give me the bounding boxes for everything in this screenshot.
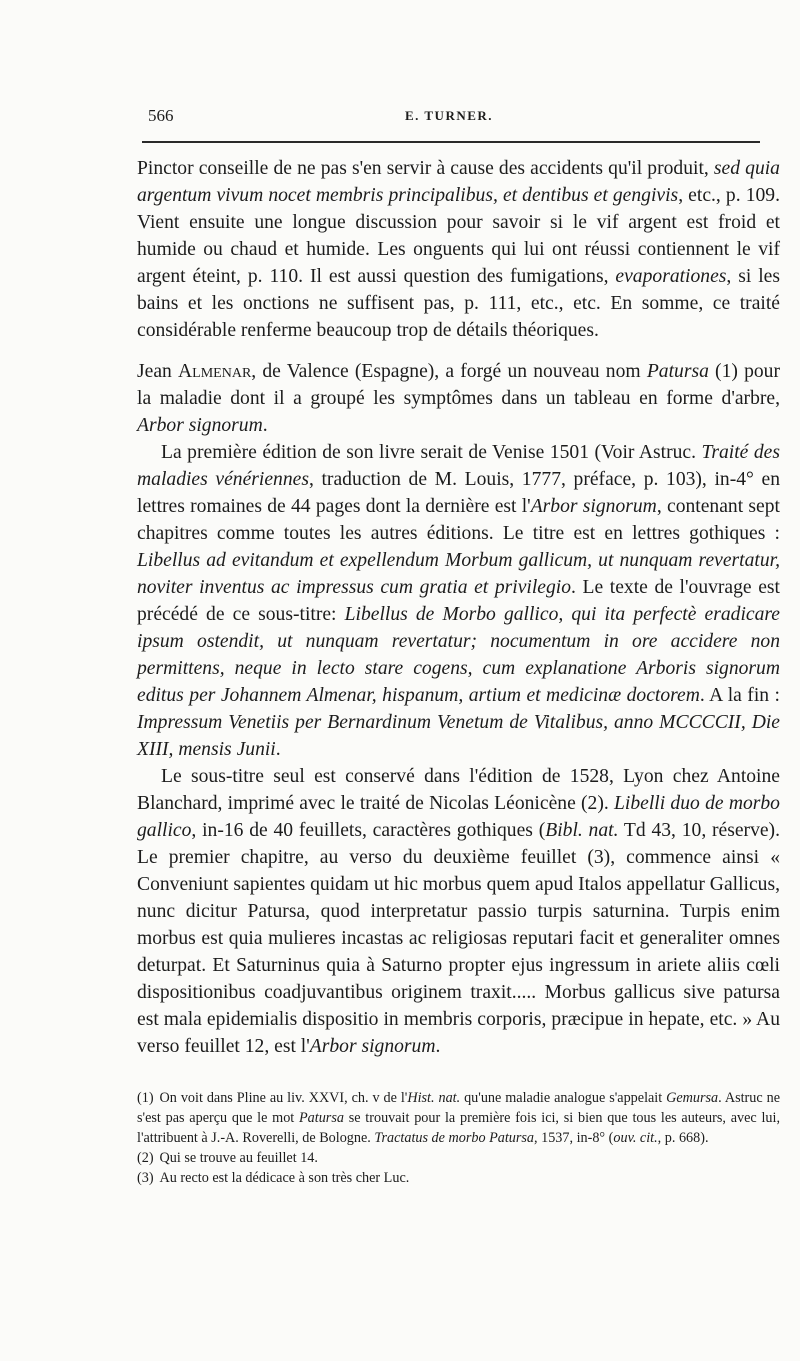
- library-abbrev: Bibl. nat.: [545, 820, 619, 841]
- text-run: qu'une maladie analogue s'appelait: [460, 1090, 667, 1106]
- page-number: 566: [148, 106, 174, 125]
- text-run: Au recto est la dédicace à son très cher Luc.: [159, 1170, 410, 1186]
- footnote-marker: (3): [137, 1170, 154, 1186]
- term-gemursa: Gemursa: [666, 1090, 719, 1106]
- text-run: , p. 668).: [657, 1130, 709, 1146]
- latin-term: evaporationes: [615, 266, 727, 287]
- citation-abbrev: ouv. cit.: [613, 1130, 658, 1146]
- book-title: Libelli duo de morbo gallico: [137, 793, 780, 841]
- text-run: . Astruc ne s'est pas aperçu que le mot: [137, 1090, 780, 1126]
- text-run: , si les bains et les onctions ne suffisent pas, p. 111, etc., etc. En somme, ce traité considérable renferme beaucoup trop de détails théoriques.: [137, 266, 780, 341]
- book-title: Libellus ad evitandum et expellendum Morbum gallicum, ut nunquam revertatur, noviter inventus ac impressus cum gratia et privilegio: [137, 550, 780, 598]
- text-run: Jean: [137, 361, 179, 382]
- text-run: , contenant sept chapitres comme toutes les autres éditions. Le titre est en lettres gothiques :: [137, 496, 780, 544]
- book-title: Tractatus de morbo Patursa: [374, 1130, 535, 1146]
- subtitle-quote: Libellus de Morbo gallico, qui ita perfectè eradicare ipsum ostendit, ut nunquam revertatur; nocumentum in ore accidere non permittens, neque in lecto stare cogens, cum explanatione Arboris signorum editus per Johannem Almenar, hispanum, artium et medicinæ doctorem: [137, 604, 780, 706]
- footnote-1: [137, 1088, 780, 1148]
- paragraph-first-edition: [137, 439, 780, 763]
- text-run: On voit dans Pline au liv. XXVI, ch. v de l': [159, 1090, 408, 1106]
- term-patursa: Patursa: [299, 1110, 344, 1126]
- term-arbor: Arbor signorum: [309, 1036, 436, 1057]
- page-header: [148, 106, 750, 136]
- footnote-2: [137, 1148, 780, 1168]
- main-text: [137, 155, 780, 1060]
- text-run: , de Valence (Espagne), a forgé un nouveau nom: [251, 361, 647, 382]
- text-run: Le sous-titre seul est conservé dans l'édition de 1528, Lyon chez Antoine Blanchard, imprimé avec le traité de Nicolas Léonicène (2).: [137, 766, 780, 814]
- author-name: Almenar: [178, 361, 252, 382]
- text-run: Qui se trouve au feuillet 14.: [159, 1150, 318, 1166]
- paragraph-pinctor: [137, 155, 780, 344]
- header-rule: [142, 141, 760, 143]
- text-run: . Le texte de l'ouvrage est précédé de ce sous-titre:: [137, 577, 780, 625]
- book-title: Traité des maladies vénériennes: [137, 442, 780, 490]
- text-run: .: [275, 739, 281, 760]
- footnote-3: [137, 1168, 780, 1188]
- text-run: , 1537, in-8° (: [534, 1130, 614, 1146]
- text-run: Pinctor conseille de ne pas s'en servir à cause des accidents qu'il produit,: [137, 158, 714, 179]
- text-run: , in-16 de 40 feuillets, caractères gothiques (: [191, 820, 546, 841]
- footnote-marker: (2): [137, 1150, 154, 1166]
- paragraph-1528-edition: [137, 763, 780, 1060]
- text-run: , traduction de M. Louis, 1777, préface, p. 103), in-4° en lettres romaines de 44 pages dont la dernière est l': [137, 469, 780, 517]
- text-run: Td 43, 10, réserve). Le premier chapitre, au verso du deuxième feuillet (3), commence ainsi « Conveniunt sapientes quidam ut hic morbus quem apud Italos appellatur Gallicus, nunc dicitur Patursa, quod interpretatur passio turpis saturnina. Turpis enim morbus est quia mulieres incastas ac religiosas reputari facit et generaliter omnes deturpat. Et Saturninus quia à Saturno propter ejus ingressum in ariete aliis cœli dispositionibus coadjuvantibus originem traxit..... Morbus gallicus sive patursa est mala epidemialis dispositio in membris corporis, præcipue in hepate, etc. » Au verso feuillet 12, est l': [137, 820, 780, 1057]
- term-patursa: Patursa: [646, 361, 709, 382]
- text-run: (1) pour la maladie dont il a groupé les symptômes dans un tableau en forme d'arbre,: [137, 361, 781, 409]
- text-run: .: [435, 1036, 441, 1057]
- text-run: . A la fin :: [699, 685, 780, 706]
- colophon: Impressum Venetiis per Bernardinum Venetum de Vitalibus, anno MCCCCII, Die XIII, mensis Junii: [137, 712, 780, 760]
- running-head: E. TURNER.: [404, 108, 494, 123]
- footnotes: [137, 1088, 780, 1188]
- latin-quote: sed quia argentum vivum nocet membris principalibus, et dentibus et gengivis: [137, 158, 780, 206]
- term-arbor: Arbor signorum: [530, 496, 657, 517]
- book-title: Hist. nat.: [407, 1090, 461, 1106]
- text-run: .: [262, 415, 268, 436]
- text-run: se trouvait pour la première fois ici, si bien que tous les auteurs, avec lui, l'attribuent à J.-A. Roverelli, de Bologne.: [137, 1110, 780, 1146]
- footnote-marker: (1): [137, 1090, 154, 1106]
- paragraph-almenar: [137, 358, 780, 439]
- text-run: , etc., p. 109. Vient ensuite une longue discussion pour savoir si le vif argent est froid et humide ou chaud et humide. Les onguents qui lui ont réussi contiennent le vif argent éteint, p. 110. Il est aussi question des fumigations,: [137, 185, 780, 287]
- term-arbor: Arbor signorum: [137, 415, 263, 436]
- text-run: La première édition de son livre serait de Venise 1501 (Voir Astruc.: [161, 442, 702, 463]
